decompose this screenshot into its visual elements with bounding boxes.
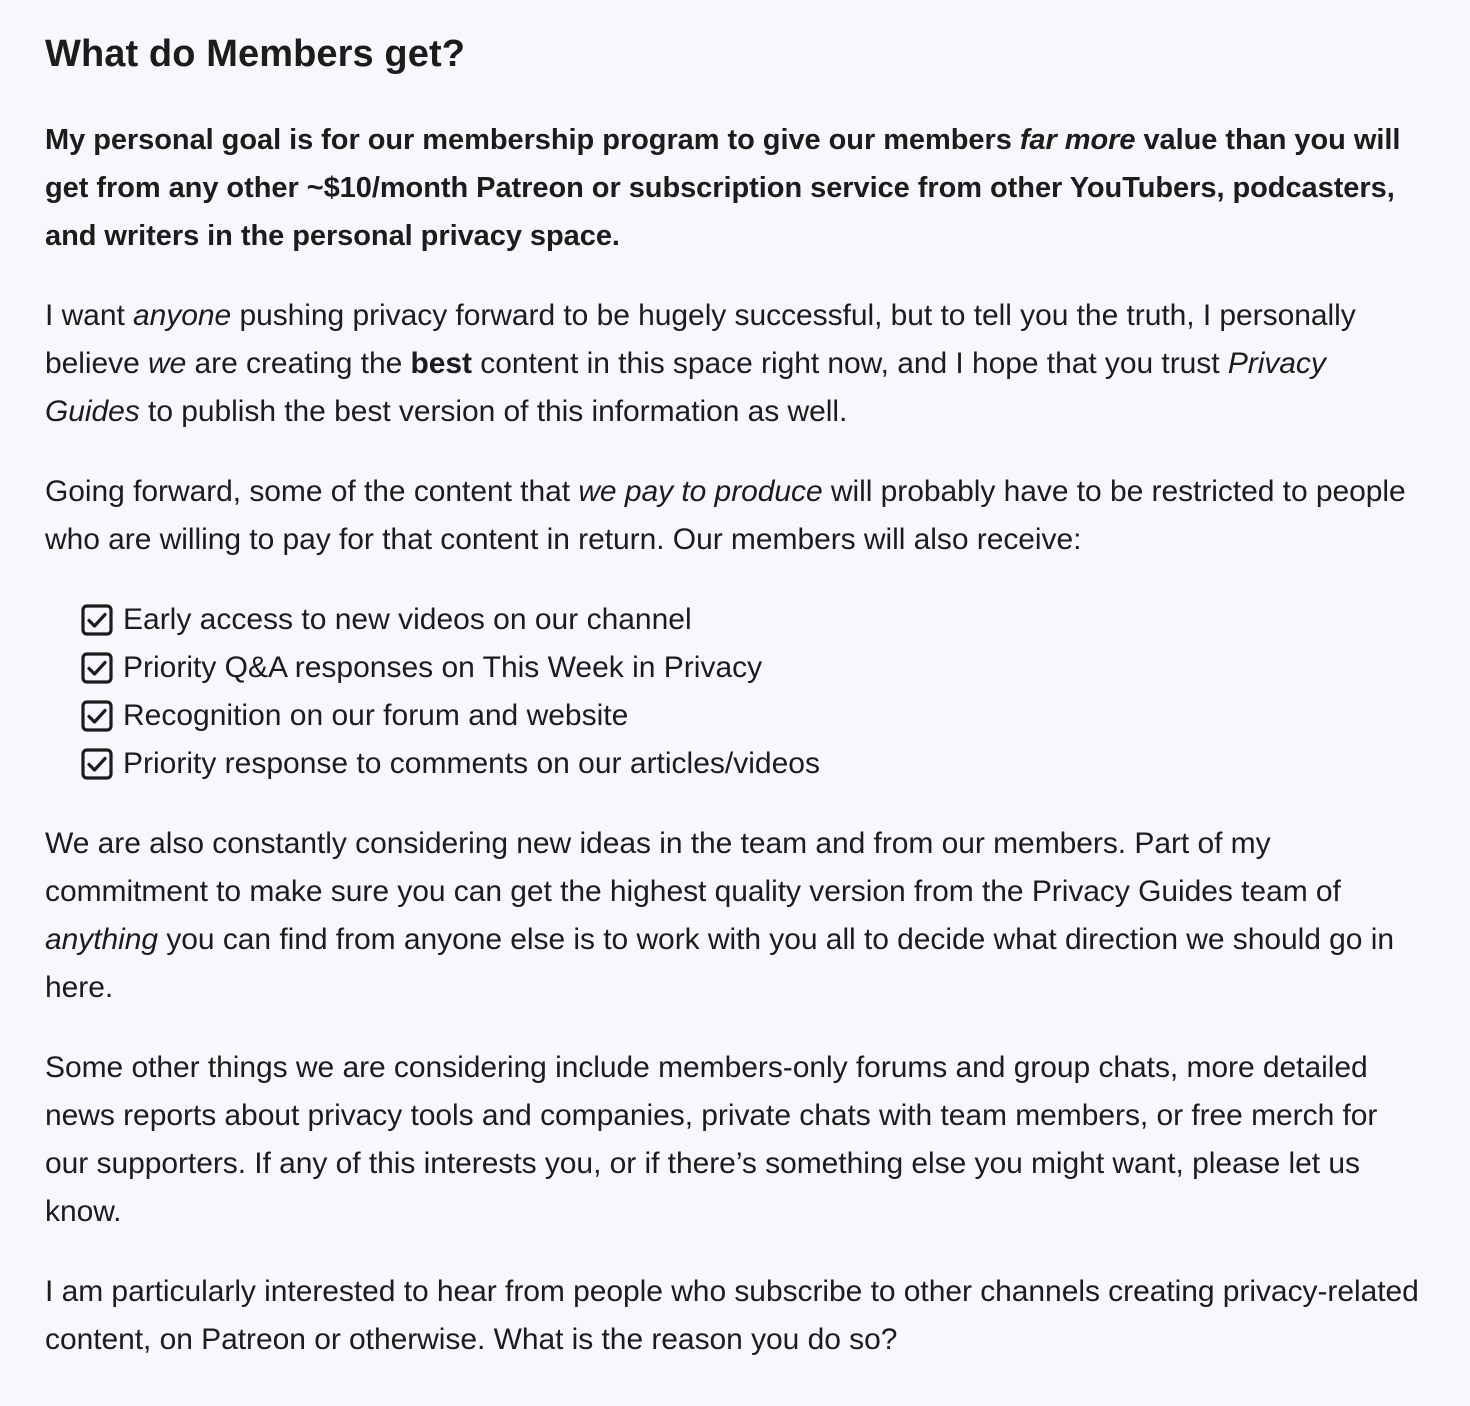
paragraph-new-ideas-emphasis: anything bbox=[45, 923, 159, 956]
paragraph-success-emphasis-2: we bbox=[148, 347, 187, 380]
paragraph-success-emphasis-3: Privacy Guides bbox=[45, 347, 1326, 428]
paragraph-success bbox=[45, 292, 1426, 436]
paragraph-considering: Some other things we are considering include members-only forums and group chats, more detailed news reports about privacy tools and companies, private chats with team members, or free merch for our supporters. If any of this interests you, or if there’s something else you might want, please let us know. bbox=[45, 1051, 1378, 1228]
checkbox-checked-icon bbox=[81, 652, 113, 684]
checkbox-checked-icon bbox=[81, 748, 113, 780]
list-item bbox=[81, 692, 1426, 740]
paragraph-restricted-content bbox=[45, 468, 1426, 564]
section-heading: What do Members get? bbox=[45, 33, 466, 75]
paragraph-success-strong: best bbox=[410, 347, 472, 380]
lead-text-1: My personal goal is for our membership program to give our members bbox=[45, 124, 1020, 156]
paragraph-success-text-4: content in this space right now, and I hope that you trust bbox=[472, 347, 1228, 380]
benefit-label: Priority Q&A responses on This Week in Privacy bbox=[123, 651, 763, 684]
paragraph-restricted-text-1: Going forward, some of the content that bbox=[45, 475, 579, 508]
paragraph-success-text-3: are creating the bbox=[186, 347, 411, 380]
checkbox-checked-icon bbox=[81, 700, 113, 732]
paragraph-success-text-1: I want bbox=[45, 299, 134, 332]
paragraph-success-text-2: pushing privacy forward to be hugely successful, but to tell you the truth, I personally believe bbox=[45, 299, 1356, 380]
benefit-label: Recognition on our forum and website bbox=[123, 699, 629, 732]
list-item bbox=[81, 596, 1426, 644]
benefit-label: Priority response to comments on our articles/videos bbox=[123, 747, 820, 780]
paragraph-restricted-emphasis: we pay to produce bbox=[578, 475, 823, 508]
paragraph-new-ideas bbox=[45, 820, 1426, 1012]
list-item bbox=[81, 740, 1426, 788]
member-benefits-list bbox=[45, 596, 1426, 788]
paragraph-new-ideas-text-2: you can find from anyone else is to work with you all to decide what direction we should go in here. bbox=[45, 923, 1394, 1004]
list-item bbox=[81, 644, 1426, 692]
lead-emphasis: far more bbox=[1019, 124, 1136, 156]
paragraph-restricted-text-2: will probably have to be restricted to people who are willing to pay for that content in return. Our members will also receive: bbox=[45, 475, 1406, 556]
checkbox-checked-icon bbox=[81, 604, 113, 636]
benefit-label: Early access to new videos on our channel bbox=[123, 603, 692, 636]
lead-text-2: value than you will get from any other ~$10/month Patreon or subscription service from other YouTubers, podcasters, and writers in the personal privacy space. bbox=[45, 124, 1401, 252]
paragraph-success-emphasis-1: anyone bbox=[133, 299, 232, 332]
paragraph-interest: I am particularly interested to hear from people who subscribe to other channels creating privacy-related content, on Patreon or otherwise. What is the reason you do so? bbox=[45, 1275, 1419, 1356]
paragraph-success-text-5: to publish the best version of this information as well. bbox=[139, 395, 848, 428]
lead-paragraph bbox=[45, 116, 1426, 260]
paragraph-new-ideas-text-1: We are also constantly considering new ideas in the team and from our members. Part of my commitment to make sure you can get the highest quality version from the Privacy Guides team of bbox=[45, 827, 1341, 908]
